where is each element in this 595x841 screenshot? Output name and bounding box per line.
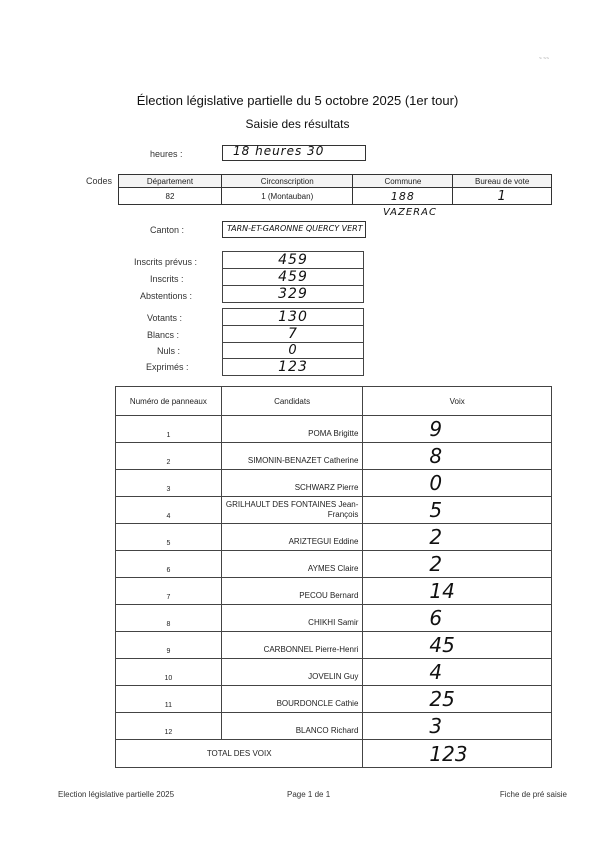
candidate-votes[interactable]: 14 [363,578,552,605]
stat-votants[interactable]: 130 [223,309,364,326]
stat-inscrits[interactable]: 459 [223,269,364,286]
codes-table [118,174,552,205]
candidate-row [116,713,552,740]
candidate-votes[interactable]: 8 [363,443,552,470]
candidate-name: BOURDONCLE Cathie [221,686,363,713]
codes-header-bureau: Bureau de vote [453,175,552,188]
candidate-votes[interactable]: 9 [363,416,552,443]
candidate-row [116,443,552,470]
candidate-row [116,497,552,524]
candidate-number: 4 [116,497,222,524]
candidate-row [116,686,552,713]
header-candidats: Candidats [221,387,363,416]
candidate-row [116,416,552,443]
heure-field[interactable] [222,145,366,161]
candidate-number: 12 [116,713,222,740]
candidate-number: 9 [116,632,222,659]
candidate-votes[interactable]: 6 [363,605,552,632]
page-subtitle: Saisie des résultats [245,117,350,131]
candidate-number: 8 [116,605,222,632]
candidate-votes[interactable]: 3 [363,713,552,740]
candidate-name: BLANCO Richard [221,713,363,740]
code-departement: 82 [119,188,222,205]
candidate-name: SCHWARZ Pierre [221,470,363,497]
candidate-votes[interactable]: 0 [363,470,552,497]
stat-label-abstentions: Abstentions : [140,291,193,301]
code-commune[interactable]: 188 [353,188,453,205]
candidate-name: POMA Brigitte [221,416,363,443]
corner-mark: ~ ~~ [538,56,549,62]
candidates-table [115,386,552,768]
heure-value: 18 heures 30 [233,144,325,158]
canton-value: TARN-ET-GARONNE QUERCY VERT [227,224,363,233]
candidate-name: GRILHAULT DES FONTAINES Jean-François [221,497,363,524]
candidate-number: 11 [116,686,222,713]
total-label: TOTAL DES VOIX [116,740,363,768]
commune-name: VAZERAC [383,207,437,218]
candidate-name: JOVELIN Guy [221,659,363,686]
candidate-number: 2 [116,443,222,470]
header-numero: Numéro de panneaux [116,387,222,416]
codes-header-circonscription: Circonscription [221,175,353,188]
candidate-votes[interactable]: 2 [363,524,552,551]
stat-label-inscrits-prevus: Inscrits prévus : [134,257,198,267]
stat-abstentions[interactable]: 329 [223,286,364,303]
stat-label-blancs: Blancs : [147,330,180,340]
footer-right: Fiche de pré saisie [499,790,567,799]
candidate-votes[interactable]: 4 [363,659,552,686]
candidate-row [116,659,552,686]
stat-exprimes[interactable]: 123 [223,359,364,376]
candidate-number: 6 [116,551,222,578]
header-voix: Voix [363,387,552,416]
canton-label: Canton : [150,225,185,235]
stat-inscrits-prevus[interactable]: 459 [223,252,364,269]
stat-nuls[interactable]: 0 [223,343,364,359]
candidate-name: CHIKHI Samir [221,605,363,632]
stat-blancs[interactable]: 7 [223,326,364,343]
candidate-votes[interactable]: 5 [363,497,552,524]
candidate-row [116,470,552,497]
candidate-name: CARBONNEL Pierre-Henri [221,632,363,659]
candidate-row [116,551,552,578]
codes-label: Codes [86,176,113,186]
candidate-row [116,524,552,551]
code-bureau[interactable]: 1 [453,188,552,205]
candidate-number: 7 [116,578,222,605]
candidate-name: AYMES Claire [221,551,363,578]
heure-label: heures : [150,149,183,159]
candidate-votes[interactable]: 45 [363,632,552,659]
candidate-number: 3 [116,470,222,497]
code-circonscription: 1 (Montauban) [221,188,353,205]
stat-label-exprimes: Exprimés : [146,362,189,372]
candidate-name: SIMONIN-BENAZET Catherine [221,443,363,470]
candidate-row [116,632,552,659]
candidate-name: PECOU Bernard [221,578,363,605]
candidate-votes[interactable]: 2 [363,551,552,578]
codes-header-commune: Commune [353,175,453,188]
candidate-number: 10 [116,659,222,686]
stats-table-bottom [222,308,364,376]
page-title: Élection législative partielle du 5 octobre 2025 (1er tour) [136,93,459,108]
canton-field[interactable] [222,221,366,238]
footer-left: Election législative partielle 2025 [58,790,175,799]
codes-header-departement: Département [119,175,222,188]
total-value[interactable]: 123 [363,740,552,768]
stats-table-top [222,251,364,303]
candidate-votes[interactable]: 25 [363,686,552,713]
candidate-row [116,578,552,605]
stat-label-votants: Votants : [147,313,183,323]
stat-label-nuls: Nuls : [157,346,181,356]
candidate-number: 5 [116,524,222,551]
candidate-name: ARIZTEGUI Eddine [221,524,363,551]
candidate-number: 1 [116,416,222,443]
candidate-row [116,605,552,632]
footer-center: Page 1 de 1 [287,790,331,799]
stat-label-inscrits: Inscrits : [150,274,184,284]
